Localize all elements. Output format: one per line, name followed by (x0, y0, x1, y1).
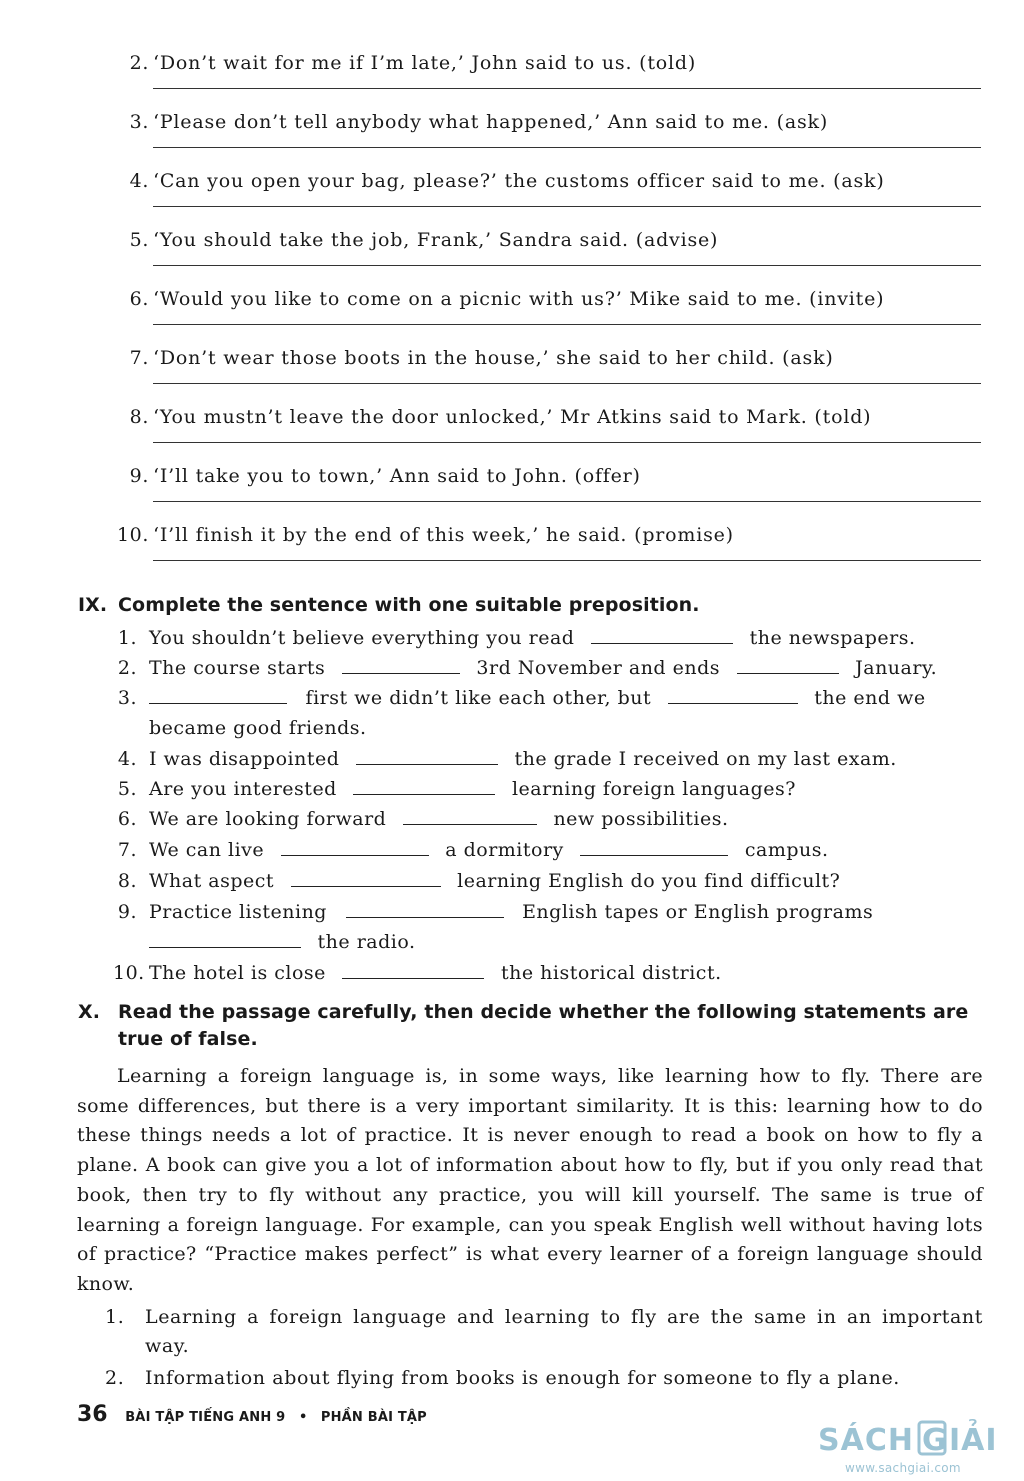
item-sentence: ‘Don’t wait for me if I’m late,’ John said to us. (told) (153, 52, 697, 74)
answer-blank[interactable] (291, 868, 441, 887)
item-number: 7. (129, 347, 149, 369)
item-number: 9. (117, 901, 137, 923)
item-text: new possibilities. (553, 808, 729, 830)
item-number: 6. (129, 288, 149, 310)
item-text: You shouldn’t believe everything you read (149, 627, 575, 649)
item-number: 4. (129, 170, 149, 192)
item-number: 10. (116, 524, 149, 546)
item-sentence: ‘You should take the job, Frank,’ Sandra said. (advise) (153, 229, 719, 251)
page-number: 36 (77, 1402, 108, 1427)
reported-speech-item (113, 52, 981, 110)
answer-line[interactable] (153, 442, 981, 443)
item-number: 7. (117, 839, 137, 861)
answer-line[interactable] (153, 206, 981, 207)
answer-blank[interactable] (346, 899, 504, 918)
answer-blank[interactable] (149, 685, 287, 704)
reported-speech-item (113, 406, 981, 464)
section-title: Complete the sentence with one suitable preposition. (118, 594, 700, 616)
item-sentence: ‘Please don’t tell anybody what happened,’ Ann said to me. (ask) (153, 111, 829, 133)
footer-separator: • (298, 1410, 308, 1425)
item-text: What aspect (149, 870, 275, 892)
answer-blank[interactable] (403, 806, 537, 825)
page-footer (77, 1402, 427, 1427)
item-number: 9. (129, 465, 149, 487)
item-number: 3. (129, 111, 149, 133)
item-text: I was disappointed (149, 748, 340, 770)
item-number: 8. (129, 406, 149, 428)
item-text: January. (855, 657, 938, 679)
item-number: 6. (117, 808, 137, 830)
item-sentence: ‘You mustn’t leave the door unlocked,’ Mr Atkins said to Mark. (told) (153, 406, 872, 428)
answer-line[interactable] (153, 501, 981, 502)
item-text: We are looking forward (149, 808, 387, 830)
statement-text: Learning a foreign language and learning to fly are the same in an important way. (145, 1306, 983, 1357)
section-number: X. (78, 1001, 101, 1023)
reported-speech-item (113, 347, 981, 405)
section-title: Read the passage carefully, then decide whether the following statements are true of false. (118, 1001, 969, 1050)
watermark-logo (816, 1418, 1006, 1458)
item-text: 3rd November and ends (476, 657, 721, 679)
answer-line[interactable] (153, 324, 981, 325)
reported-speech-item (113, 229, 981, 287)
item-text: Practice listening (149, 901, 327, 923)
svg-text:SÁCH: SÁCH (818, 1423, 914, 1458)
item-sentence: ‘Would you like to come on a picnic with us?’ Mike said to me. (invite) (153, 288, 885, 310)
answer-line[interactable] (153, 147, 981, 148)
item-number: 1. (105, 1306, 125, 1328)
item-sentence: ‘Can you open your bag, please?’ the customs officer said to me. (ask) (153, 170, 885, 192)
item-text: learning foreign languages? (511, 778, 796, 800)
item-text: the grade I received on my last exam. (514, 748, 897, 770)
answer-blank[interactable] (591, 625, 733, 644)
answer-blank[interactable] (342, 960, 484, 979)
statement-text: Information about flying from books is enough for someone to fly a plane. (145, 1367, 900, 1389)
item-text: The course starts (149, 657, 326, 679)
answer-blank[interactable] (281, 837, 429, 856)
answer-line[interactable] (153, 383, 981, 384)
item-text: learning English do you find difficult? (457, 870, 841, 892)
reported-speech-item (113, 170, 981, 228)
answer-blank[interactable] (580, 837, 728, 856)
item-text: the newspapers. (749, 627, 916, 649)
item-text: the historical district. (500, 962, 722, 984)
item-number: 5. (129, 229, 149, 251)
item-text: We can live (149, 839, 265, 861)
statement-item (105, 1303, 983, 1361)
item-text-continued: the radio. (317, 931, 416, 953)
item-text: Are you interested (149, 778, 337, 800)
item-number: 2. (129, 52, 149, 74)
item-number: 10. (113, 962, 145, 984)
item-sentence: ‘Don’t wear those boots in the house,’ she said to her child. (ask) (153, 347, 834, 369)
item-text: campus. (744, 839, 829, 861)
item-number: 4. (117, 748, 137, 770)
preposition-item (113, 897, 985, 957)
answer-blank[interactable] (353, 776, 495, 795)
answer-blank[interactable] (342, 655, 460, 674)
answer-blank[interactable] (149, 929, 301, 948)
item-number: 2. (117, 657, 137, 679)
item-text: The hotel is close (149, 962, 326, 984)
reported-speech-item (113, 465, 981, 523)
reported-speech-item (113, 288, 981, 346)
item-text: the end we (814, 687, 926, 709)
answer-line[interactable] (153, 265, 981, 266)
reading-passage: Learning a foreign language is, in some ways, like learning how to fly. There are some differences, but there is a very important similarity. It is this: learning how to do these things needs a lot of practice. It is never enough to read a book on how to fly a plane. A book can give you a lot of information about how to fly, but if you only read that book, then try to fly without any practice, you will kill yourself. The same is true of learning a foreign language. For example, can you speak English well without having lots of practice? “Practice makes perfect” is what every learner of a foreign language should know. (77, 1065, 983, 1295)
item-number: 3. (117, 687, 137, 709)
answer-line[interactable] (153, 88, 981, 89)
item-number: 5. (117, 778, 137, 800)
reported-speech-item (113, 111, 981, 169)
answer-blank[interactable] (356, 746, 498, 765)
item-sentence: ‘I’ll take you to town,’ Ann said to John. (offer) (153, 465, 641, 487)
preposition-item (113, 683, 985, 743)
item-sentence: ‘I’ll finish it by the end of this week,’ he said. (promise) (153, 524, 734, 546)
item-text-continued: became good friends. (149, 717, 367, 739)
section-number: IX. (78, 594, 108, 616)
answer-blank[interactable] (668, 685, 798, 704)
section-x-heading (78, 999, 988, 1055)
item-text: English tapes or English programs (522, 901, 874, 923)
book-title: BÀI TẬP TIẾNG ANH 9 (125, 1410, 286, 1425)
item-number: 1. (117, 627, 137, 649)
watermark-url: www.sachgiai.com (845, 1461, 961, 1475)
item-number: 8. (117, 870, 137, 892)
item-number: 2. (105, 1367, 125, 1389)
item-text: a dormitory (445, 839, 564, 861)
svg-text:G: G (922, 1423, 947, 1458)
item-text: first we didn’t like each other, but (305, 687, 652, 709)
watermark (816, 1418, 1024, 1481)
book-part: PHẦN BÀI TẬP (320, 1410, 427, 1425)
svg-text:IẢI: IẢI (949, 1423, 998, 1458)
answer-line[interactable] (153, 560, 981, 561)
reported-speech-item (113, 524, 981, 582)
answer-blank[interactable] (737, 655, 839, 674)
